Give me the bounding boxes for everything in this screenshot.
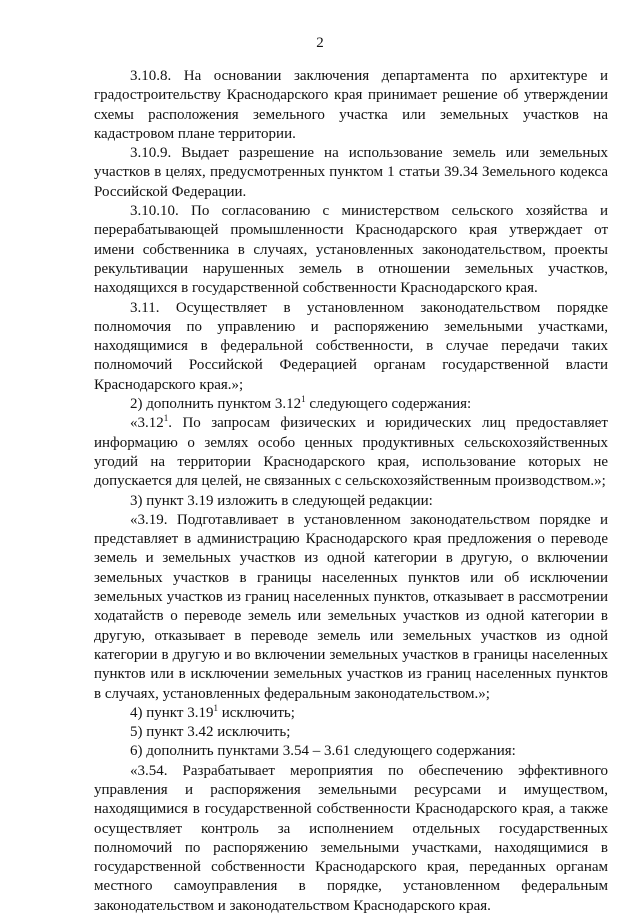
superscript: 1 [163, 413, 169, 424]
text-segment: . По запросам физических и юридических лиц предоставляет информацию о землях особо ценных продуктивных сельскохозяйственных угодий на территории Краснодарского края, использование которых не допускается для целей, не связанных с сельскохозяйственным производством.»; [94, 415, 608, 490]
paragraph-item-3: 3) пункт 3.19 изложить в следующей редакции: [130, 492, 433, 509]
paragraph-3-19: «3.19. Подготавливает в установленном законодательством порядке и представляет в администрацию Краснодарского края предложения о переводе земель и земельных участков из одной категории в другую, о включении земельных участков в границы населенных пунктов или об исключении земельных участков из границ населенных пунктов, отказывает в рассмотрении ходатайств о переводе земель или земельных участков из одной категории в другую, отказывает в переводе земель или земельных участков из одной категории в другую и во включении земельных участков в границы населенных пунктов или в исключении земельных участков из границ населенных пунктов в случаях, установленных федеральным законодательством.»; [94, 511, 608, 702]
text-segment: 4) пункт 3.19 [130, 704, 214, 721]
paragraph-item-6: 6) дополнить пунктами 3.54 – 3.61 следующего содержания: [130, 743, 516, 760]
text-segment: 2) дополнить пунктом 3.12 [130, 396, 302, 413]
paragraph-3-11: 3.11. Осуществляет в установленном законодательством порядке полномочия по управлению и распоряжению земельными участками, находящимися в федеральной собственности, в случае передачи таких полномочий Российской Федерацией органам государственной власти Краснодарского края.»; [94, 299, 608, 393]
document-body [94, 67, 608, 916]
paragraph-item-4 [94, 704, 608, 723]
paragraph-3-54: «3.54. Разрабатывает мероприятия по обеспечению эффективного управления и распоряжения земельными ресурсами и имуществом, находящимися в государственной собственности Краснодарского края, а также осуществляет контроль за исполнением отдельных государственных полномочий по распоряжению земельными участками, находящимися в государственной собственности Краснодарского края, переданных органам местного самоуправления в порядке, установленном федеральным законодательством и законодательством Краснодарского края. [94, 762, 608, 914]
superscript: 1 [213, 702, 218, 713]
paragraph-3-10-9: 3.10.9. Выдает разрешение на использование земель или земельных участков в целях, предусмотренных пунктом 1 статьи 39.34 Земельного кодекса Российской Федерации. [94, 145, 608, 200]
paragraph-3-10-10: 3.10.10. По согласованию с министерством сельского хозяйства и перерабатывающей промышленности Краснодарского края утверждает от имени собственника в случаях, установленных законодательством, проекты рекультивации нарушенных земель в отношении земельных участков, находящихся в государственной собственности Краснодарского края. [94, 203, 608, 297]
text-segment: следующего содержания: [305, 396, 472, 413]
paragraph-3-10-8: 3.10.8. На основании заключения департамента по архитектуре и градостроительству Краснодарского края принимает решение об утверждении схемы расположения земельного участка или земельных участков на кадастровом плане территории. [94, 68, 608, 142]
text-segment: «3.12 [130, 415, 164, 432]
paragraph-item-2 [94, 395, 608, 414]
paragraph-item-5: 5) пункт 3.42 исключить; [130, 724, 291, 741]
text-segment: исключить; [217, 704, 295, 721]
superscript: 1 [301, 394, 306, 405]
paragraph-3-12-1 [94, 414, 608, 491]
page-number: 2 [316, 35, 324, 51]
